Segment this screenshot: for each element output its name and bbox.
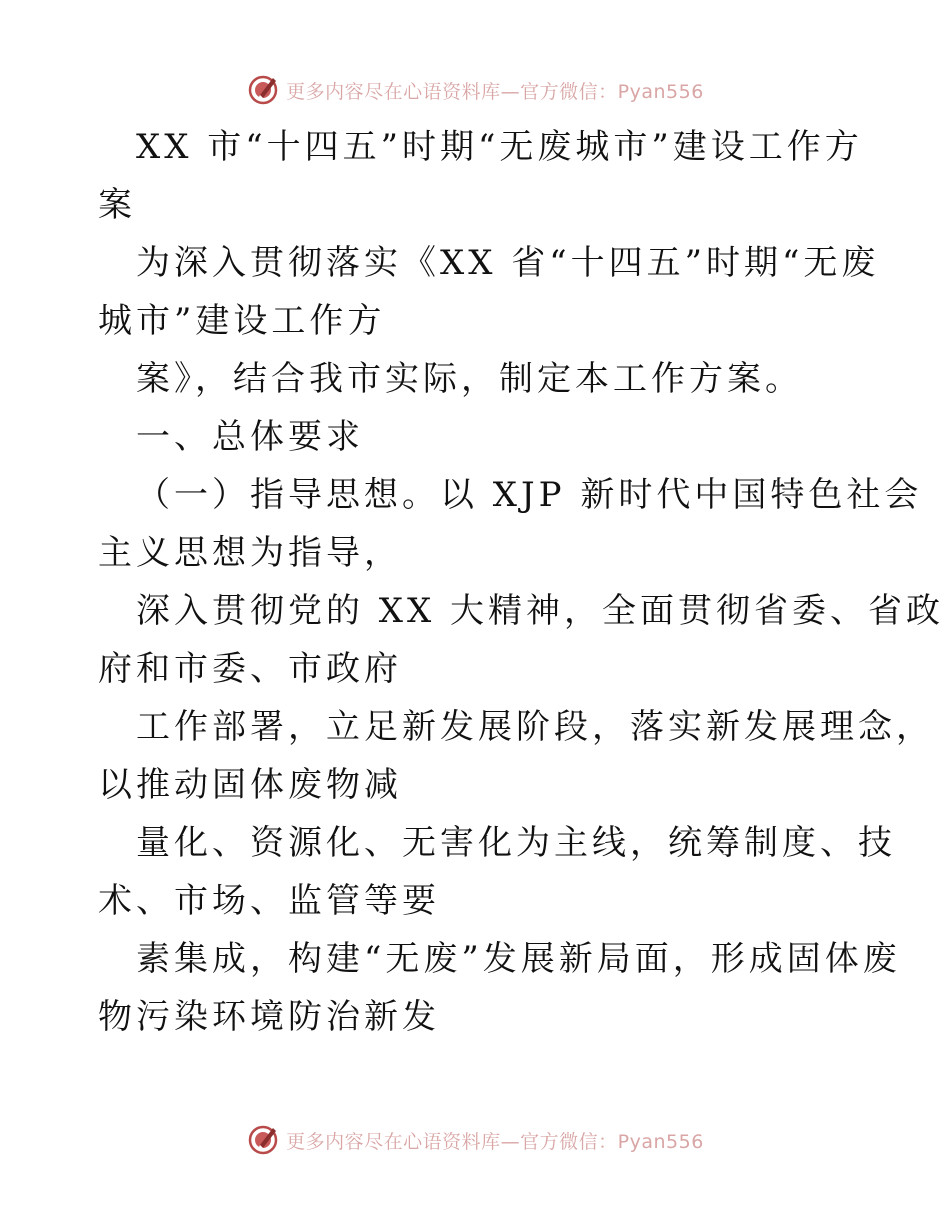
watermark-header: [0, 70, 950, 110]
watermark-footer: [0, 1120, 950, 1160]
text-line: 一、总体要求: [136, 417, 364, 457]
pen-logo-icon: [246, 1123, 280, 1157]
text-line: XX 市“十四五”时期“无废城市”建设工作方: [136, 127, 863, 167]
text-line: 为深入贯彻落实《XX 省“十四五”时期“无废: [136, 243, 880, 283]
text-line: 术、市场、监管等要: [98, 881, 440, 921]
text-line: 素集成，构建“无废”发展新局面，形成固体废: [136, 939, 901, 979]
text-line: 量化、资源化、无害化为主线，统筹制度、技: [136, 823, 896, 863]
document-body: [98, 118, 945, 1046]
text-line: 以推动固体废物减: [98, 765, 402, 805]
pen-logo-icon: [246, 73, 280, 107]
text-line: 案》，结合我市实际，制定本工作方案。: [136, 359, 803, 399]
text-line: （一）指导思想。以 XJP 新时代中国特色社会: [136, 475, 923, 515]
text-line: 府和市委、市政府: [98, 649, 402, 689]
text-line: 工作部署，立足新发展阶段，落实新发展理念，: [136, 707, 934, 747]
text-line: 深入贯彻党的 XX 大精神，全面贯彻省委、省政: [136, 591, 945, 631]
watermark-text: 更多内容尽在心语资料库—官方微信：Pyan556: [286, 1130, 704, 1153]
text-line: 案: [98, 185, 136, 225]
text-line: 物污染环境防治新发: [98, 997, 440, 1037]
watermark-text: 更多内容尽在心语资料库—官方微信：Pyan556: [286, 80, 704, 103]
text-line: 主义思想为指导，: [98, 533, 402, 573]
text-line: 城市”建设工作方: [98, 301, 386, 341]
